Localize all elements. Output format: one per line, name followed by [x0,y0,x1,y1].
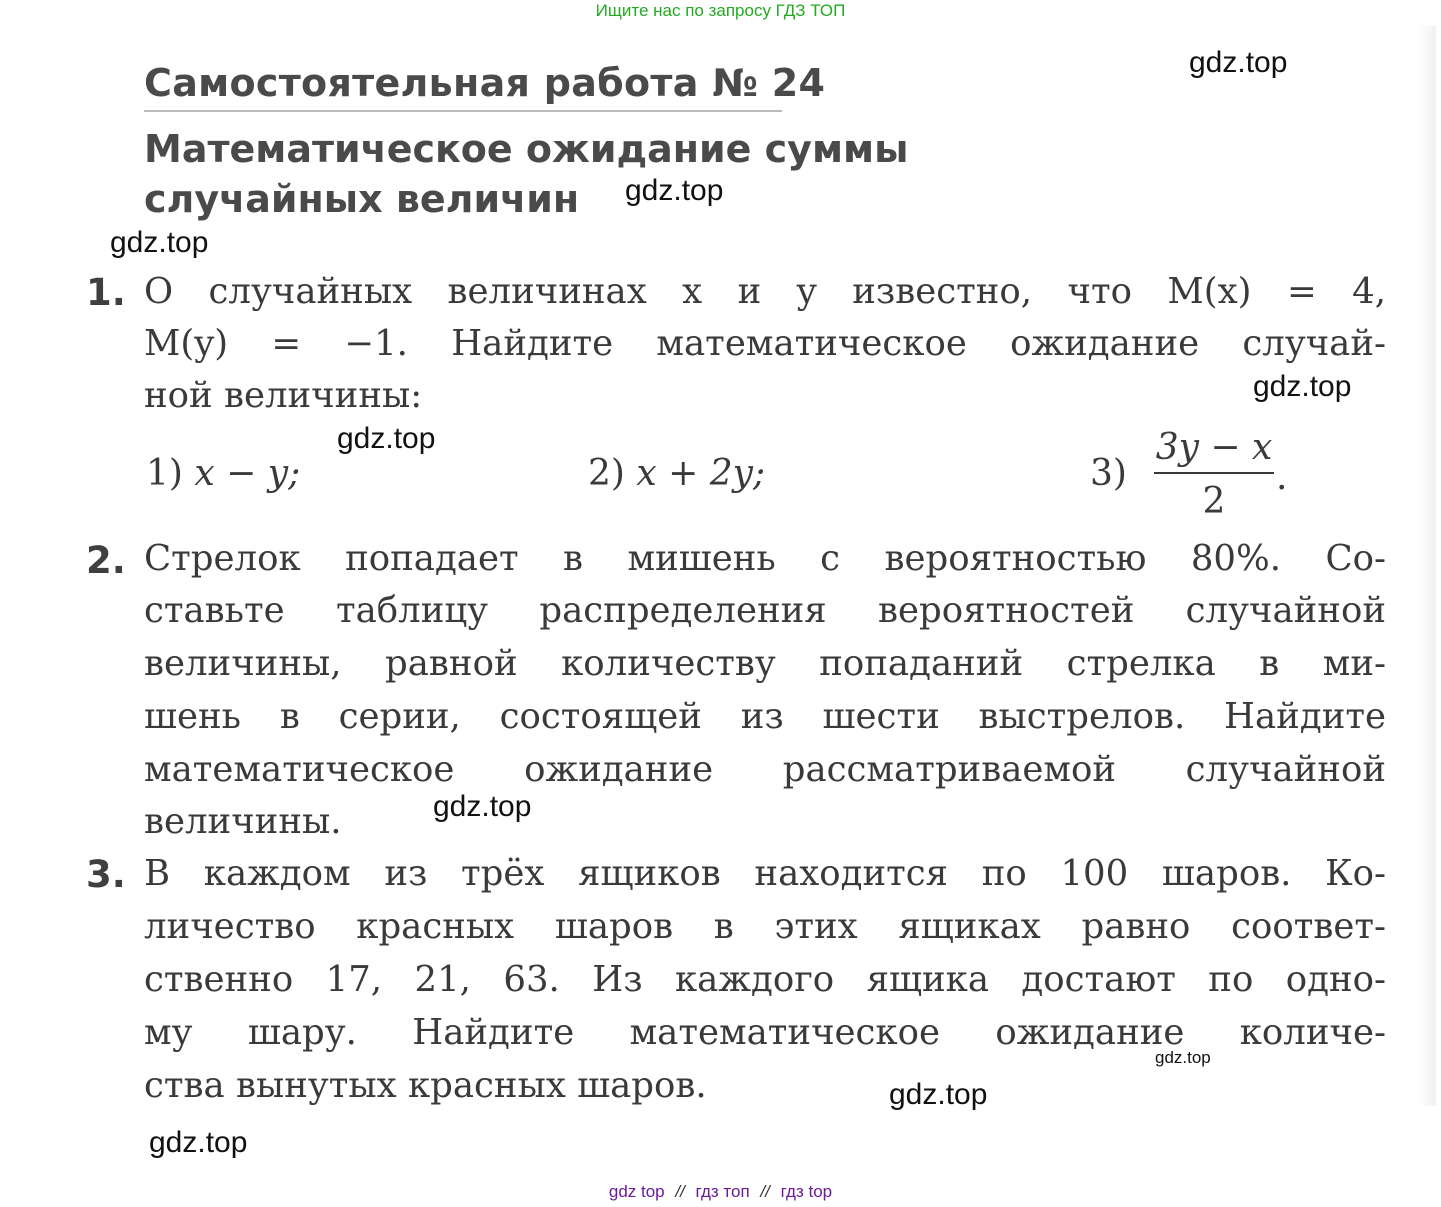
task-line: ства вынутых красных шаров. [144,1065,707,1106]
footer-link[interactable]: гдз топ [695,1182,750,1201]
watermark: gdz.top [337,422,436,455]
task-number: 2. [86,539,126,582]
watermark: gdz.top [149,1126,248,1159]
task-line: ственно 17, 21, 63. Из каждого ящика достают по одно- [144,959,1386,1000]
topic-title [144,124,908,224]
task-line: О случайных величинах x и y известно, что M(x) = 4, [144,271,1386,312]
watermark: gdz.top [1253,370,1352,403]
banner-text[interactable]: Ищите нас по запросу ГДЗ ТОП [595,1,846,20]
watermark: gdz.top [433,790,532,823]
footer-link[interactable]: гдз top [780,1182,833,1201]
option-expression: x + 2y; [636,453,766,494]
fraction-numerator: 3y − x [1155,427,1273,468]
task-line: ставьте таблицу распределения вероятностей случайной [144,590,1386,631]
task-line: личество красных шаров в этих ящиках равно соответ- [144,906,1386,947]
watermark: gdz.top [110,226,209,259]
scan-edge [1418,26,1436,1106]
answer-option [588,452,765,496]
task-line: величины. [144,801,342,842]
footer-links [0,1181,1441,1203]
option-label: 2) [588,453,625,494]
work-title: Самостоятельная работа № 24 [144,61,826,105]
option-expression: x − y; [194,453,301,494]
answer-option [146,452,300,496]
task-line: ной величины: [144,375,423,416]
option-label: 1) [146,453,183,494]
topic-line: Математическое ожидание суммы [144,127,909,171]
watermark: gdz.top [1189,46,1288,79]
option-label: 3) [1090,453,1127,494]
footer-link[interactable]: gdz top [608,1182,665,1201]
fraction-period: . [1276,457,1288,498]
footer-separator: // [760,1182,770,1201]
footer-separator: // [675,1182,685,1201]
watermark: gdz.top [625,174,724,207]
task-line: шень в серии, состоящей из шести выстрелов. Найдите [144,696,1386,737]
watermark: gdz.top [889,1078,988,1111]
fraction-bar [1154,472,1274,474]
task-number: 1. [86,271,126,314]
task-line: величины, равной количеству попаданий стрелка в ми- [144,643,1386,684]
task-line: Стрелок попадает в мишень с вероятностью 80%. Со- [144,538,1386,579]
watermark: gdz.top [1155,1048,1211,1067]
task-line: математическое ожидание рассматриваемой случайной [144,749,1386,790]
top-banner[interactable] [0,0,1441,22]
task-line: M(y) = −1. Найдите математическое ожидание случай- [144,323,1386,364]
fraction-denominator: 2 [1202,481,1226,522]
task-line: му шару. Найдите математическое ожидание количе- [144,1012,1386,1053]
title-underline [144,110,782,112]
task-number: 3. [86,853,126,896]
topic-line: случайных величин [144,177,580,221]
task-line: В каждом из трёх ящиков находится по 100 шаров. Ко- [144,853,1386,894]
